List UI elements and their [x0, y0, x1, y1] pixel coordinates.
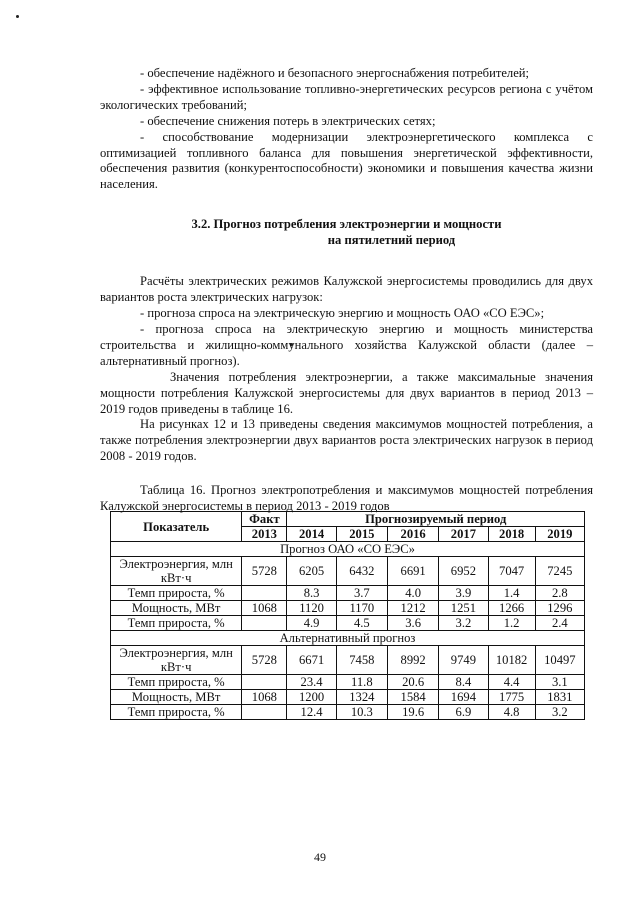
table-cell: 7458 — [336, 646, 387, 675]
table-cell: 1251 — [439, 601, 488, 616]
table-cell: 1324 — [336, 690, 387, 705]
header-year: 2013 — [242, 527, 287, 542]
table-cell: 10.3 — [336, 705, 387, 720]
table-cell: 4.5 — [336, 616, 387, 631]
table-cell: 4.4 — [488, 675, 535, 690]
row-label: Темп прироста, % — [111, 705, 242, 720]
variant-2: - прогноза спроса на электрическую энергию и мощность министерства строительства и жилищно-коммунального хозяйства Калужской области (далее – альтернативный прогноз). — [100, 321, 593, 368]
section-title-line2: на пятилетний период — [327, 233, 456, 248]
table-cell: 3.7 — [336, 586, 387, 601]
bullet-3: - обеспечение снижения потерь в электрических сетях; — [140, 113, 436, 128]
table-cell: 1296 — [535, 601, 584, 616]
table-cell: 10497 — [535, 646, 584, 675]
table-cell: 1068 — [242, 601, 287, 616]
table-cell: 4.0 — [387, 586, 438, 601]
table-cell: 10182 — [488, 646, 535, 675]
table-cell: 1584 — [387, 690, 438, 705]
bullet-4: - способствование модернизации электроэнергетического комплекса с оптимизацией топливного баланса для повышения энергетической эффективности, обеспечения развития (конкурентоспособности) экономики и повышения качества жизни населения. — [100, 129, 593, 192]
table-cell: 3.2 — [535, 705, 584, 720]
table-row — [111, 601, 585, 616]
table-row — [111, 616, 585, 631]
row-label: Мощность, МВт — [111, 690, 242, 705]
table-cell: 1.2 — [488, 616, 535, 631]
paragraph-2: Значения потребления электроэнергии, а также максимальные значения мощности потребления Калужской энергосистемы для двух вариантов в период 2013 – 2019 годов приведены в таблице 16. — [100, 369, 593, 416]
header-fact: Факт — [242, 512, 287, 527]
row-label: Электроэнергия, млн кВт·ч — [111, 557, 242, 586]
bullet-1: - обеспечение надёжного и безопасного энергоснабжения потребителей; — [140, 66, 530, 80]
table-cell: 6671 — [287, 646, 336, 675]
table-cell: 1170 — [336, 601, 387, 616]
table-cell: 6.9 — [439, 705, 488, 720]
table-cell: 5728 — [242, 557, 287, 586]
table-cell: 12.4 — [287, 705, 336, 720]
table-cell — [242, 675, 287, 690]
table-body — [111, 542, 585, 720]
bullet-2: - эффективное использование топливно-энергетических ресурсов региона с учётом экологических требований; — [100, 81, 593, 112]
scan-speck — [16, 15, 19, 18]
table-cell: 19.6 — [387, 705, 438, 720]
header-year: 2015 — [336, 527, 387, 542]
table-cell: 11.8 — [336, 675, 387, 690]
table-cell: 3.6 — [387, 616, 438, 631]
variant-1: - прогноза спроса на электрическую энергию и мощность ОАО «СО ЕЭС»; — [140, 306, 545, 321]
table-cell: 7245 — [535, 557, 584, 586]
header-indicator: Показатель — [111, 512, 242, 542]
table-cell: 20.6 — [387, 675, 438, 690]
table-cell: 6952 — [439, 557, 488, 586]
table-cell: 3.1 — [535, 675, 584, 690]
row-label: Мощность, МВт — [111, 601, 242, 616]
table-row — [111, 586, 585, 601]
section-row — [111, 542, 585, 557]
table-cell: 8992 — [387, 646, 438, 675]
table-cell: 4.9 — [287, 616, 336, 631]
table-cell: 4.8 — [488, 705, 535, 720]
row-label: Темп прироста, % — [111, 675, 242, 690]
section-title: Прогноз ОАО «СО ЕЭС» — [111, 542, 585, 557]
table-row — [111, 705, 585, 720]
table-cell: 1694 — [439, 690, 488, 705]
table-cell: 6205 — [287, 557, 336, 586]
table-cell: 1775 — [488, 690, 535, 705]
section-title-line1: 3.2. Прогноз потребления электроэнергии и мощности — [191, 217, 502, 232]
table-cell: 7047 — [488, 557, 535, 586]
table-cell: 8.3 — [287, 586, 336, 601]
header-year: 2018 — [488, 527, 535, 542]
section-heading — [100, 216, 593, 248]
table-cell: 8.4 — [439, 675, 488, 690]
table-caption: Таблица 16. Прогноз электропотребления и максимумов мощностей потребления Калужской энергосистемы в период 2013 - 2019 годов — [100, 483, 593, 514]
section-row — [111, 631, 585, 646]
table-cell — [242, 586, 287, 601]
table-row — [111, 557, 585, 586]
table-cell: 6432 — [336, 557, 387, 586]
table-cell: 1200 — [287, 690, 336, 705]
table-cell — [242, 705, 287, 720]
body-text — [100, 66, 593, 515]
page-number: 49 — [314, 850, 326, 864]
row-label: Электроэнергия, млн кВт·ч — [111, 646, 242, 675]
table-row — [111, 646, 585, 675]
table-cell: 6691 — [387, 557, 438, 586]
section-title: Альтернативный прогноз — [111, 631, 585, 646]
row-label: Темп прироста, % — [111, 616, 242, 631]
table-cell: 3.9 — [439, 586, 488, 601]
header-year: 2017 — [439, 527, 488, 542]
paragraph-1: Расчёты электрических режимов Калужской энергосистемы проводились для двух вариантов роста электрических нагрузок: — [100, 274, 593, 305]
table-cell: 3.2 — [439, 616, 488, 631]
table-cell: 2.4 — [535, 616, 584, 631]
paragraph-3: На рисунках 12 и 13 приведены сведения максимумов мощностей потребления, а также потребления электроэнергии двух вариантов роста электрических нагрузок в период 2008 - 2019 годов. — [100, 417, 593, 464]
table-cell: 1068 — [242, 690, 287, 705]
forecast-table — [110, 511, 585, 720]
table-cell: 1831 — [535, 690, 584, 705]
header-year: 2014 — [287, 527, 336, 542]
table-row — [111, 675, 585, 690]
table-cell: 1266 — [488, 601, 535, 616]
header-year: 2016 — [387, 527, 438, 542]
table-cell: 1212 — [387, 601, 438, 616]
header-year: 2019 — [535, 527, 584, 542]
table-cell: 1120 — [287, 601, 336, 616]
table-cell: 5728 — [242, 646, 287, 675]
table-cell: 1.4 — [488, 586, 535, 601]
table-cell: 9749 — [439, 646, 488, 675]
header-forecast: Прогнозируемый период — [287, 512, 585, 527]
table-cell: 23.4 — [287, 675, 336, 690]
row-label: Темп прироста, % — [111, 586, 242, 601]
table-cell: 2.8 — [535, 586, 584, 601]
header-row — [111, 512, 585, 527]
table-row — [111, 690, 585, 705]
table-cell — [242, 616, 287, 631]
